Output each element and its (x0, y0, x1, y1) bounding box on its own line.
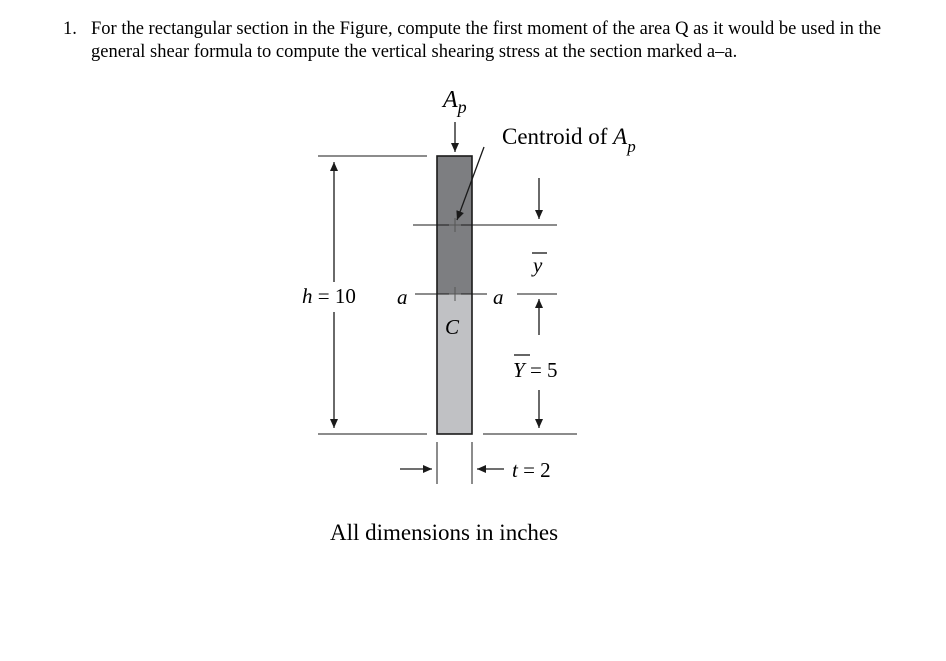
section-a-right-label: a (493, 285, 504, 309)
h-dimension-label: h = 10 (302, 284, 356, 308)
Ybar-label: Y = 5 (513, 358, 558, 382)
ybar-label: y (533, 253, 543, 277)
section-a-left-label: a (397, 285, 408, 309)
centroid-of-ap-label: Centroid of $A_p$ (502, 124, 636, 156)
centroid-c-label: C (445, 315, 460, 339)
question-number: 1. (63, 19, 77, 39)
t-dimension-label: t = 2 (512, 458, 551, 482)
question-text: For the rectangular section in the Figure, compute the first moment of the area Q as it would be used in the general shear formula to compute the vertical shearing stress at the section marked a–a. (91, 19, 882, 62)
figure-caption: All dimensions in inches (330, 520, 559, 545)
ap-label: $A_p$ (443, 87, 467, 117)
